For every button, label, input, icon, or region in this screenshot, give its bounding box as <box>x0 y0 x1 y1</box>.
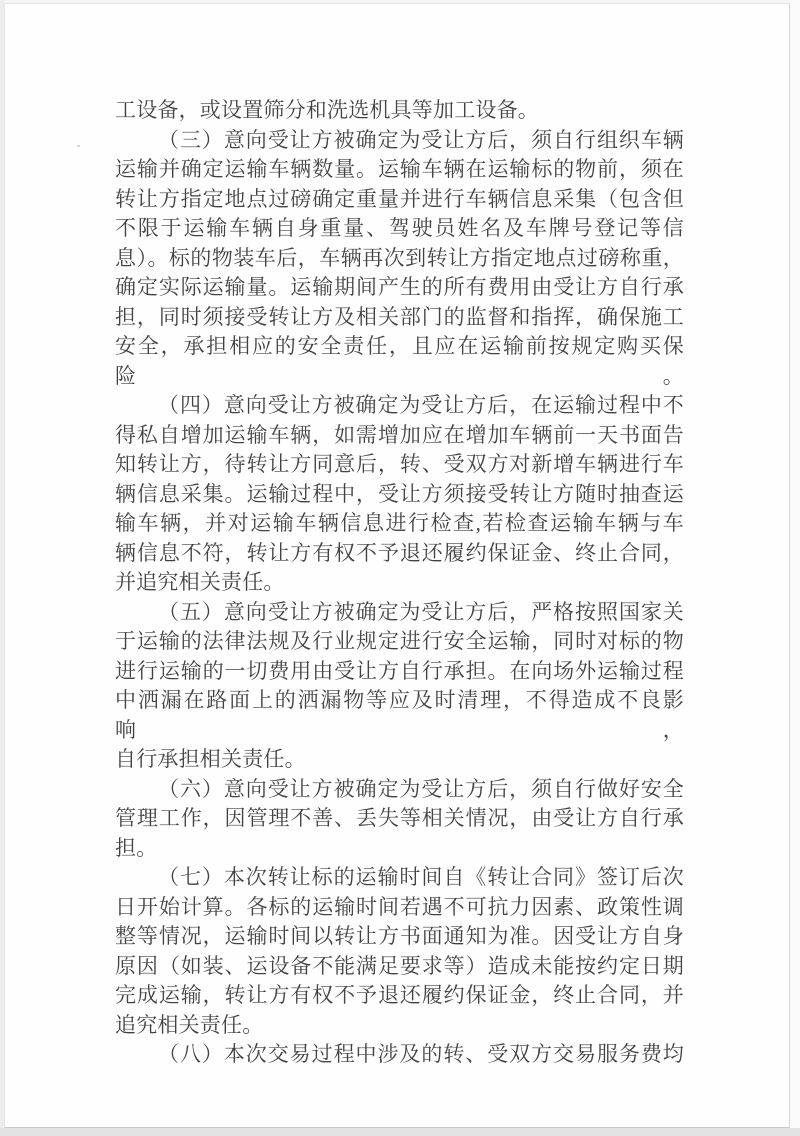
text-line: 输车辆，并对运输车辆信息进行检查,若检查运输车辆与车 <box>115 511 684 535</box>
text-line: 辆信息不符，转让方有权不予退还履约保证金、终止合同， <box>115 540 684 565</box>
text-line: 追究相关责任。 <box>115 1012 264 1037</box>
text-line: 并追究相关责任。 <box>115 570 285 594</box>
text-line: 整等情况，运输时间以转让方书面通知为准。因受让方自身 <box>115 924 684 948</box>
text-line: 运输并确定运输车辆数量。运输车辆在运输标的物前，须在 <box>115 157 684 181</box>
text-line: 转让方指定地点过磅确定重量并进行车辆信息采集（包含但 <box>115 186 684 211</box>
scan-edge-top <box>4 0 791 3</box>
text-line: 于运输的法律法规及行业规定进行安全运输，同时对标的物 <box>115 629 684 653</box>
text-line: 不限于运输车辆自身重量、驾驶员姓名及车牌号登记等信 <box>115 216 684 240</box>
text-line: （四）意向受让方被确定为受让方后，在运输过程中不 <box>158 393 684 417</box>
text-line: （七）本次转让标的运输时间自《转让合同》签订后次 <box>158 865 684 889</box>
text-line: （六）意向受让方被确定为受让方后，须自行做好安全 <box>158 776 684 801</box>
text-line: 完成运输，转让方有权不予退还履约保证金，终止合同，并 <box>115 983 684 1007</box>
text-line: 辆信息采集。运输过程中，受让方须接受转让方随时抽查运 <box>115 481 684 506</box>
text-line: 息）。标的物装车后，车辆再次到转让方指定地点过磅称重， <box>115 245 684 270</box>
text-line: 进行运输的一切费用由受让方自行承担。在向场外运输过程 <box>115 658 684 683</box>
text-line: 日开始计算。各标的运输时间若遇不可抗力因素、政策性调 <box>115 894 684 919</box>
text-line: 知转让方，待转让方同意后，转、受双方对新增车辆进行车 <box>115 452 684 476</box>
text-line: 中洒漏在路面上的洒漏物等应及时清理，不得造成不良影响， <box>115 688 684 742</box>
text-line: （三）意向受让方被确定为受让方后，须自行组织车辆 <box>158 127 684 152</box>
text-line: 得私自增加运输车辆，如需增加应在增加车辆前一天书面告 <box>115 422 684 447</box>
scan-edge-right <box>790 0 800 1128</box>
text-line: 担，同时须接受转让方及相关部门的监督和指挥，确保施工 <box>115 304 684 329</box>
text-line: 管理工作，因管理不善、丢失等相关情况，由受让方自行承 <box>115 806 684 830</box>
text-line: 自行承担相关责任。 <box>115 747 306 771</box>
scan-edge-left <box>0 0 4 1136</box>
scan-speck <box>77 145 80 147</box>
document-text-block <box>115 96 684 1070</box>
text-line: （八）本次交易过程中涉及的转、受双方交易服务费均 <box>158 1042 684 1066</box>
text-line: 担。 <box>115 835 158 860</box>
text-line: 确定实际运输量。运输期间产生的所有费用由受让方自行承 <box>115 275 684 299</box>
text-line: 工设备，或设置筛分和洗选机具等加工设备。 <box>115 98 539 122</box>
text-line: 安全，承担相应的安全责任，且应在运输前按规定购买保险。 <box>115 334 684 388</box>
text-line: （五）意向受让方被确定为受让方后，严格按照国家关 <box>158 599 684 624</box>
scan-edge-bottom <box>0 1128 800 1136</box>
text-line: 原因（如装、运设备不能满足要求等）造成未能按约定日期 <box>115 953 684 978</box>
